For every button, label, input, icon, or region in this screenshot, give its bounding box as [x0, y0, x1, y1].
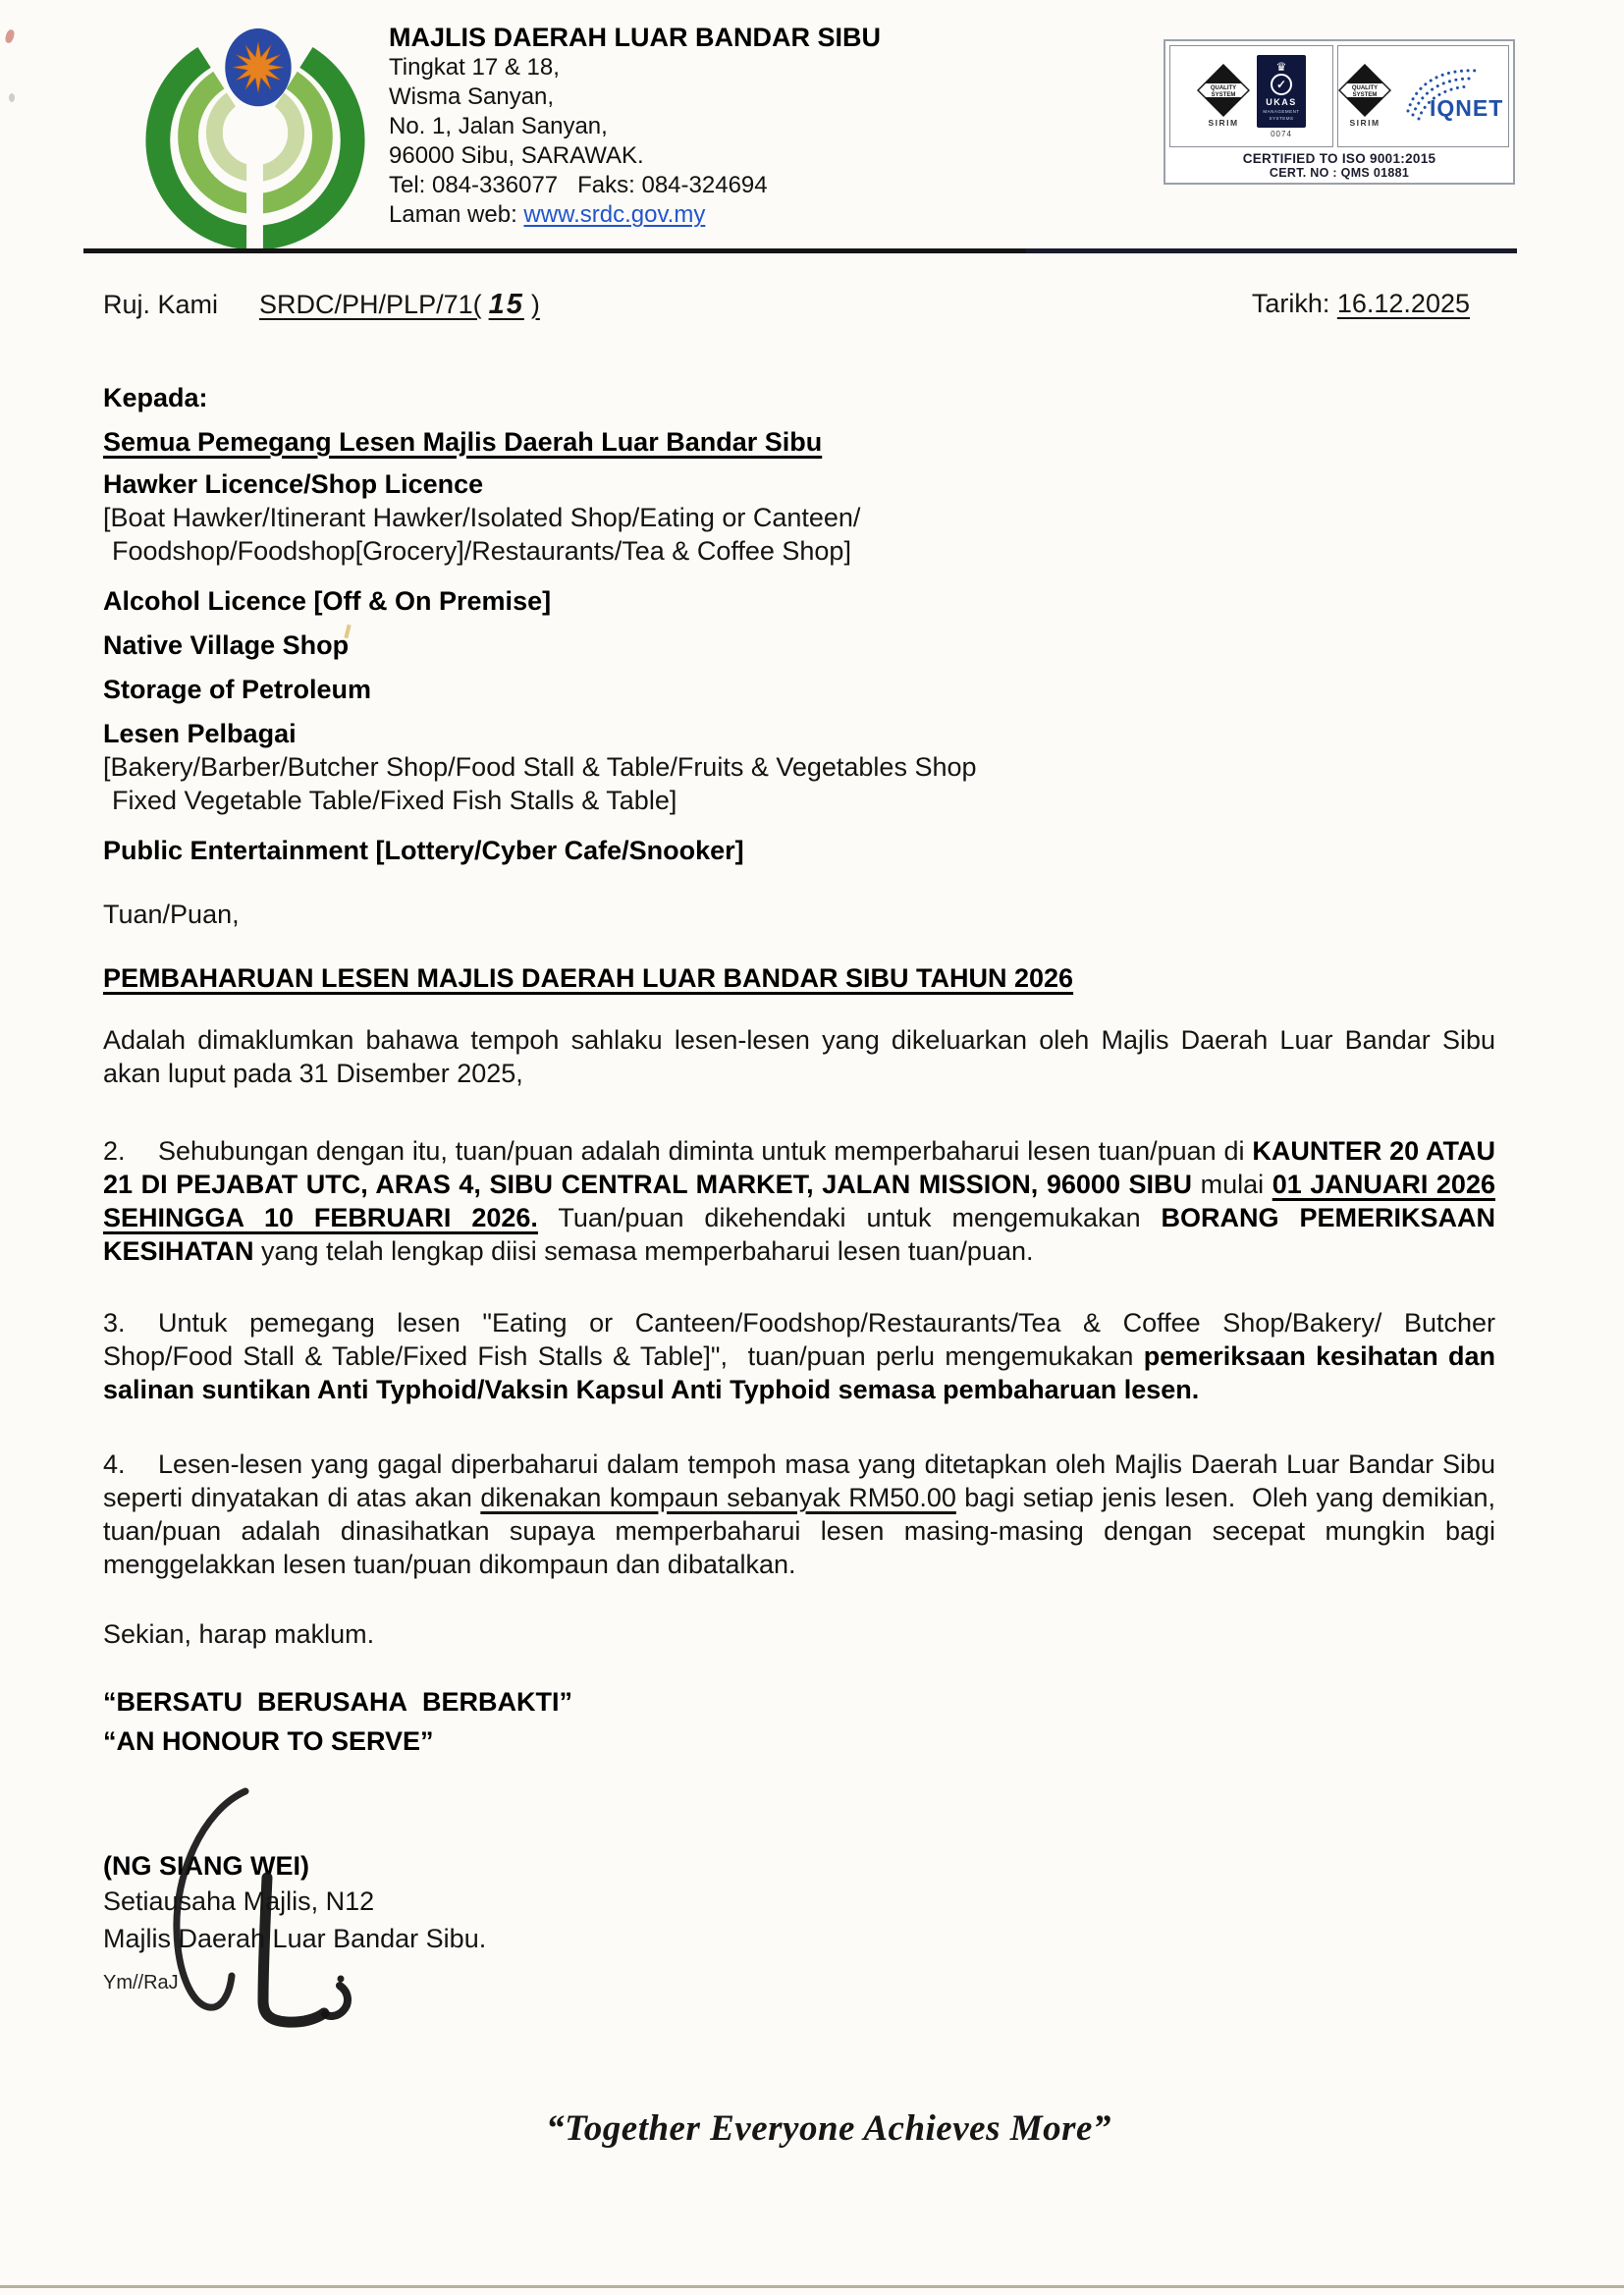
ukas-tiny-text: SYSTEMS	[1269, 115, 1294, 121]
addressee: Semua Pemegang Lesen Majlis Daerah Luar Bandar Sibu	[103, 427, 823, 457]
licence-detail: [Boat Hawker/Itinerant Hawker/Isolated Shop/Eating or Canteen/	[103, 503, 861, 532]
sirim-ukas-cell	[1169, 45, 1333, 147]
website-url: www.srdc.gov.my	[523, 201, 706, 228]
date-right	[1252, 289, 1470, 321]
check-icon: ✓	[1271, 74, 1292, 95]
paragraph-3: 3. Untuk pemegang lesen "Eating or Canteen/Foodshop/Restaurants/Tea & Coffee Shop/Bakery/ Butcher Shop/Food Stall & Table/Fixed Fish Stalls & Table]", tuan/puan perlu mengemukakan pemeriksaan kesihatan dan salinan suntikan Anti Typhoid/Vaksin Kapsul Anti Typhoid semasa pembaharuan lesen.	[103, 1308, 1495, 1404]
licence-title-hawker: Hawker Licence/Shop Licence	[103, 469, 484, 499]
scan-speck	[9, 93, 15, 102]
signatory-title: Setiausaha Majlis, N12	[103, 1886, 375, 1916]
ukas-tiny-text: MANAGEMENT	[1263, 108, 1300, 114]
scan-edge-line	[0, 2285, 1624, 2288]
ref-number: SRDC/PH/PLP/71( 15 )	[259, 289, 540, 320]
address-line: No. 1, Jalan Sanyan,	[389, 113, 608, 139]
cert-badges-row	[1169, 45, 1509, 147]
paragraph-4: 4. Lesen-lesen yang gagal diperbaharui dalam tempoh masa yang ditetapkan oleh Majlis Daerah Luar Bandar Sibu seperti dinyatakan di atas akan dikenakan kompaun sebanyak RM50.00 bagi setiap jenis lesen. Oleh yang demikian, tuan/puan adalah dinasihatkan supaya memperbaharui lesen masing-masing dengan secepat mungkin bagi menggelakkan lesen tuan/puan dikompaun dan dibatalkan.	[103, 1449, 1495, 1579]
svg-text:QUALITY: QUALITY	[1210, 85, 1237, 91]
crown-icon: ♛	[1275, 59, 1287, 74]
ref-handwritten-number: 15	[488, 289, 524, 320]
website-label: Laman web:	[389, 201, 524, 228]
licence-title-native-village: Native Village Shop	[103, 630, 350, 660]
licence-title-alcohol: Alcohol Licence [Off & On Premise]	[103, 586, 552, 616]
svg-text:SIRIM: SIRIM	[1208, 118, 1239, 128]
closing-line: Sekian, harap maklum.	[103, 1619, 375, 1649]
header-divider	[83, 248, 1517, 253]
date-label: Tarikh:	[1251, 289, 1337, 318]
ukas-label: UKAS	[1266, 96, 1297, 107]
signatory-name: (NG SIANG WEI)	[103, 1851, 309, 1881]
paragraph-2: 2. Sehubungan dengan itu, tuan/puan adalah diminta untuk memperbaharui lesen tuan/puan di KAUNTER 20 ATAU 21 DI PEJABAT UTC, ARAS 4, SIBU CENTRAL MARKET, JALAN MISSION, 96000 SIBU mulai 01 JANUARI 2026 SEHINGGA 10 FEBRUARI 2026. Tuan/puan dikehendaki untuk mengemukakan BORANG PEMERIKSAAN KESIHATAN yang telah lengkap diisi semasa memperbaharui lesen tuan/puan.	[103, 1136, 1495, 1266]
cert-number-line: CERT. NO : QMS 01881	[1269, 166, 1410, 180]
address-line: Tingkat 17 & 18,	[389, 54, 560, 81]
svg-text:SIRIM: SIRIM	[1349, 118, 1380, 128]
ukas-icon	[1257, 55, 1306, 138]
iso-certification-block	[1164, 39, 1515, 185]
paragraph-number: 4.	[103, 1449, 126, 1479]
address-line: 96000 Sibu, SARAWAK.	[389, 142, 644, 169]
iqnet-icon	[1398, 64, 1508, 130]
licence-title-petroleum: Storage of Petroleum	[103, 675, 372, 704]
licence-detail: Fixed Vegetable Table/Fixed Fish Stalls & Table]	[112, 786, 677, 815]
kepada-label: Kepada:	[103, 383, 208, 412]
svg-text:SYSTEM: SYSTEM	[1352, 92, 1378, 98]
paragraph-number: 3.	[103, 1308, 126, 1338]
website-line	[389, 200, 881, 230]
licence-title-pelbagai: Lesen Pelbagai	[103, 719, 297, 748]
motto-malay: “BERSATU BERUSAHA BERBAKTI”	[103, 1687, 573, 1717]
sirim-iqnet-cell	[1337, 45, 1509, 147]
paragraph-1: Adalah dimaklumkan bahawa tempoh sahlaku lesen-lesen yang dikeluarkan oleh Majlis Daerah Luar Bandar Sibu akan luput pada 31 Disember 2025,	[103, 1025, 1495, 1088]
svg-text:QUALITY: QUALITY	[1351, 85, 1379, 91]
quality-system-diamond-icon	[1338, 64, 1391, 129]
reference-row	[103, 289, 1470, 321]
certified-iso-line: CERTIFIED TO ISO 9001:2015	[1242, 151, 1436, 166]
reference-left	[103, 289, 540, 321]
salutation: Tuan/Puan,	[103, 900, 240, 929]
licence-detail: Foodshop/Foodshop[Grocery]/Restaurants/Tea & Coffee Shop]	[112, 536, 851, 566]
licence-title-entertainment: Public Entertainment [Lottery/Cyber Cafe/Snooker]	[103, 836, 744, 865]
tel-fax-line: Tel: 084-336077 Faks: 084-324694	[389, 172, 768, 198]
typist-initials: Ym//RaJ	[103, 1972, 179, 1994]
letterhead	[137, 16, 881, 259]
footer-slogan: “Together Everyone Achieves More”	[546, 2108, 1111, 2149]
cert-text-lines	[1169, 151, 1509, 180]
svg-text:SYSTEM: SYSTEM	[1211, 92, 1236, 98]
signatory-org: Majlis Daerah Luar Bandar Sibu.	[103, 1924, 487, 1953]
subject-title: PEMBAHARUAN LESEN MAJLIS DAERAH LUAR BANDAR SIBU TAHUN 2026	[103, 963, 1074, 993]
date-value: 16.12.2025	[1336, 289, 1470, 318]
motto-english: “AN HONOUR TO SERVE”	[103, 1726, 434, 1756]
letterhead-text	[389, 16, 881, 259]
svg-text:IQNET: IQNET	[1430, 94, 1504, 121]
council-logo-icon	[137, 16, 373, 259]
licence-detail: [Bakery/Barber/Butcher Shop/Food Stall & Table/Fruits & Vegetables Shop	[103, 752, 977, 782]
address-line: Wisma Sanyan,	[389, 83, 555, 110]
scan-speck	[4, 28, 16, 44]
paragraph-number: 2.	[103, 1136, 126, 1166]
ref-label: Ruj. Kami	[103, 290, 219, 319]
letter-body	[103, 381, 1495, 1994]
org-name: MAJLIS DAERAH LUAR BANDAR SIBU	[389, 23, 882, 52]
quality-system-diamond-icon	[1197, 64, 1250, 129]
ukas-number: 0074	[1271, 129, 1292, 138]
